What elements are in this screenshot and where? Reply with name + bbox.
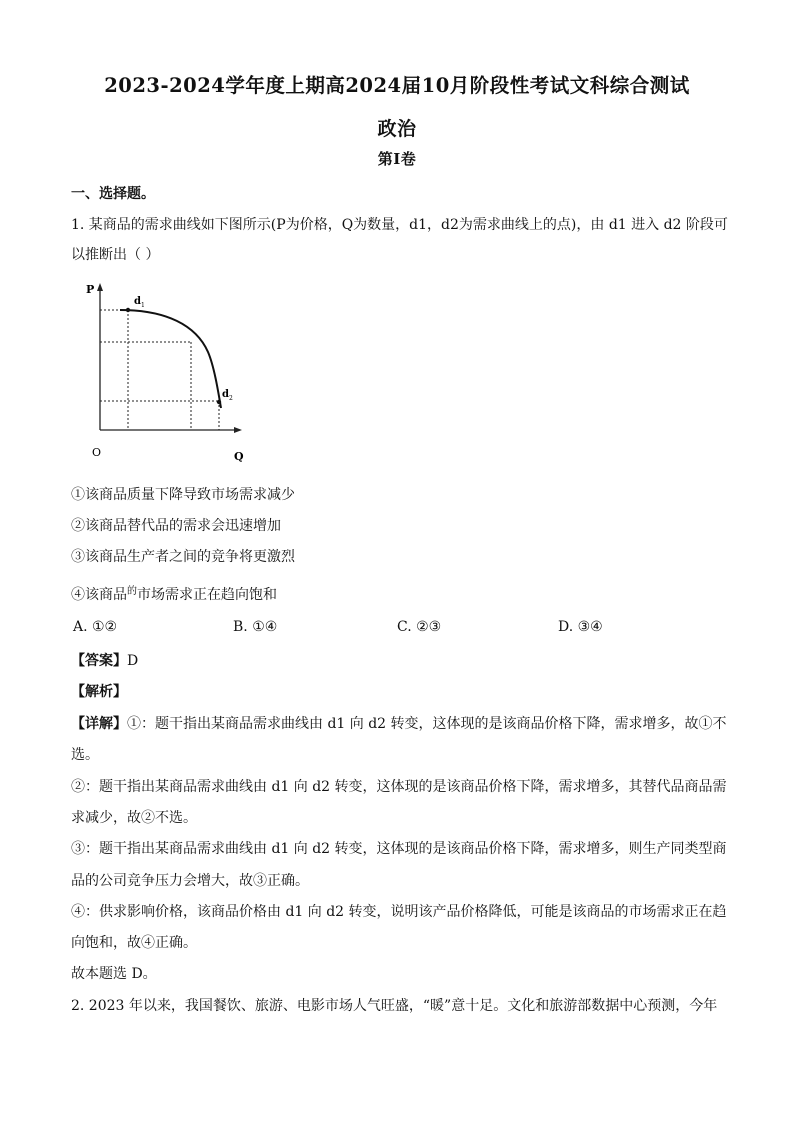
point-d1 xyxy=(126,308,130,312)
answer-label: 【答案】 xyxy=(71,653,127,669)
detail-line-6: 品的公司竞争压力会增大，故③正确。 xyxy=(71,873,309,889)
answer-line xyxy=(71,650,138,670)
q2-stem-line1: 2. 2023 年以来，我国餐饮、旅游、电影市场人气旺盛，“暖”意十足。文化和旅游部数据中心预测，今年 xyxy=(71,998,718,1014)
y-axis-label: P xyxy=(86,283,95,296)
option-a: A. ①② xyxy=(73,619,118,635)
detail-line-3: ②：题干指出某商品需求曲线由 d1 向 d2 转变，这体现的是该商品价格下降，需求增多，其替代品商品需 xyxy=(71,779,727,795)
d1-label: d xyxy=(134,296,141,307)
x-axis-arrow xyxy=(234,427,242,433)
q1-item-2: ②该商品替代品的需求会迅速增加 xyxy=(71,518,281,534)
q1-stem-line1: 1. 某商品的需求曲线如下图所示(P为价格，Q为数量，d1，d2为需求曲线上的点)，由 d1 进入 d2 阶段可 xyxy=(71,217,728,233)
guide-lines xyxy=(100,310,219,430)
x-axis-label: Q xyxy=(234,450,244,463)
origin-label: O xyxy=(92,446,102,459)
point-d2 xyxy=(217,400,221,404)
detail-line-1 xyxy=(71,713,727,733)
volume-label: 第Ⅰ卷 xyxy=(377,150,417,168)
option-c: C. ②③ xyxy=(397,619,442,635)
demand-curve xyxy=(120,310,221,408)
option-b: B. ①④ xyxy=(233,619,278,635)
q1-item-4-pre: ④该商品 xyxy=(71,587,127,603)
q1-item-3: ③该商品生产者之间的竞争将更激烈 xyxy=(71,549,295,565)
demand-curve-figure xyxy=(86,280,256,465)
d2-subscript: 2 xyxy=(229,395,233,402)
answer-value: D xyxy=(127,653,139,669)
detail-line-9: 故本题选 D。 xyxy=(71,966,157,982)
detail-line-8: 向饱和，故④正确。 xyxy=(71,935,197,951)
q1-item-4-sup: 的 xyxy=(127,586,137,597)
q1-item-1: ①该商品质量下降导致市场需求减少 xyxy=(71,487,295,503)
exam-title: 2023-2024学年度上期高2024届10月阶段性考试文科综合测试 xyxy=(104,74,690,97)
detail-line-5: ③：题干指出某商品需求曲线由 d1 向 d2 转变，这体现的是该商品价格下降，需求增多，则生产同类型商 xyxy=(71,841,727,857)
q1-stem-line2: 以推断出（ ） xyxy=(71,247,160,263)
subject-title: 政治 xyxy=(377,118,417,140)
q1-item-4-post: 市场需求正在趋向饱和 xyxy=(137,587,277,603)
detail-text-1: ①：题干指出某商品需求曲线由 d1 向 d2 转变，这体现的是该商品价格下降，需求增多，故①不 xyxy=(127,716,727,732)
section-heading: 一、选择题。 xyxy=(71,186,155,202)
d1-subscript: 1 xyxy=(141,302,145,309)
y-axis-arrow xyxy=(97,283,103,291)
detail-line-2: 选。 xyxy=(71,747,99,763)
d2-label: d xyxy=(222,389,229,400)
analysis-label: 【解析】 xyxy=(71,684,127,700)
option-d: D. ③④ xyxy=(558,619,603,635)
detail-line-7: ④：供求影响价格，该商品价格由 d1 向 d2 转变，说明该产品价格降低，可能是该商品的市场需求正在趋 xyxy=(71,904,727,920)
q1-item-4 xyxy=(71,584,277,604)
detail-line-4: 求减少，故②不选。 xyxy=(71,810,197,826)
detail-label: 【详解】 xyxy=(71,716,127,732)
